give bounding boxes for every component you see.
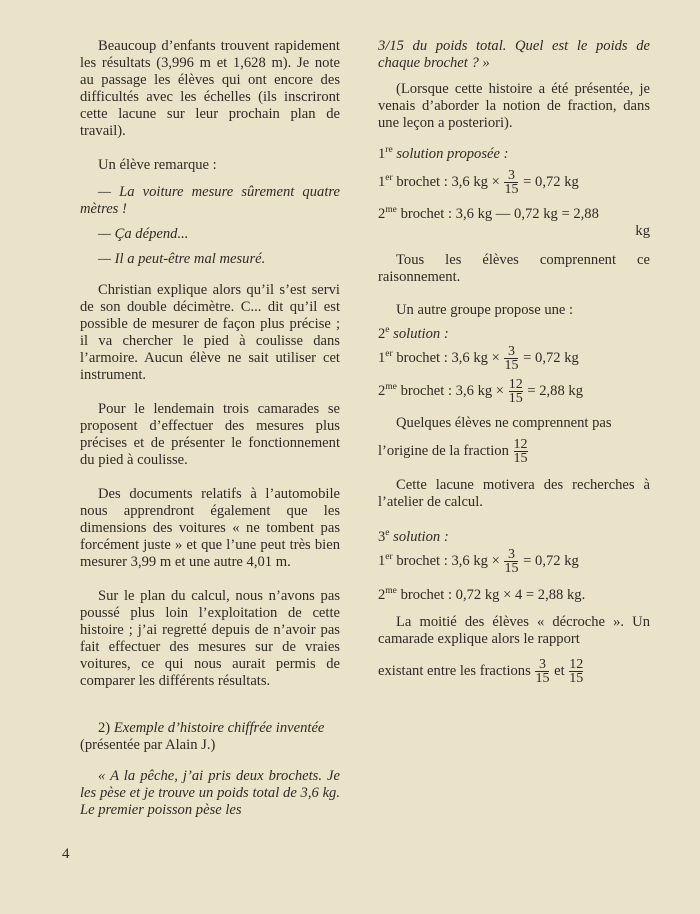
section-number: 2) (98, 720, 111, 736)
right-column (378, 38, 650, 685)
fraction: $\frac{3}{15}$ (504, 547, 519, 576)
paragraph-calculation: Sur le plan du calcul, nous n’avons pas poussé plus loin l’exploitation de cette histoire ; j’ai regretté depuis de n’avoir pas fait effectuer des mesures sur de vraies voitures, ce qui nous aurait permis de comparer les différents résultats. (80, 588, 340, 689)
paragraph-context: (Lorsque cette histoire a été présentée, je venais d’aborder la notion de fraction, dans une leçon a posteriori). (378, 81, 650, 131)
paragraph-lacune: Cette lacune motivera des recherches à l’atelier de calcul. (378, 477, 650, 510)
fraction: $\frac{12}{15}$ (508, 377, 523, 406)
paragraph-origin: l’origine de la fraction $\frac{12}{15}$ (378, 437, 528, 466)
paragraph-some-students: Quelques élèves ne comprennent pas (396, 415, 612, 431)
paragraph-documents: Des documents relatifs à l’automobile nous apprendront également que les dimensions des voitures « ne tombent pas forcément juste » et que l’une peut très bien mesurer 3,99 m et une autre 4,01 m. (80, 486, 340, 570)
solution-1-heading: 1re solution proposée : (378, 145, 509, 162)
paragraph-understand: Tous les élèves comprennent ce raisonnement. (378, 252, 650, 285)
quote-depends: — Ça dépend... (98, 226, 189, 242)
fraction: $\frac{3}{15}$ (504, 168, 519, 197)
story-start: « A la pêche, j’ai pris deux brochets. Je les pèse et je trouve un poids total de 3,6 kg. Le premier poisson pèse les (80, 768, 340, 818)
paragraph-fractions: existant entre les fractions $\frac{3}{15}$ et $\frac{12}{15}$ (378, 657, 584, 686)
solution-3-line-2: $2^{me}$ brochet : 0,72 kg × 4 = 2,88 kg. (378, 586, 586, 603)
fraction: $\frac{3}{15}$ (504, 344, 519, 373)
paragraph-other-group: Un autre groupe propose une : (396, 302, 574, 318)
solution-3-heading: 3e solution : (378, 528, 449, 545)
story-end: 3/15 du poids total. Quel est le poids de chaque brochet ? » (378, 38, 650, 71)
solution-2-line-2: $2^{me}$ brochet : 3,6 kg × $\frac{12}{15}$ = 2,88 kg (378, 377, 584, 406)
page-number: 4 (62, 846, 70, 862)
solution-2-heading: 2e solution : (378, 325, 449, 342)
quote-measured: — Il a peut-être mal mesuré. (98, 251, 266, 267)
quote-car: — La voiture mesure sûrement quatre mètres ! (80, 184, 340, 217)
section-heading (80, 720, 340, 737)
paragraph-half: La moitié des élèves « décroche ». Un camarade explique alors le rapport (378, 614, 650, 647)
fraction: $\frac{3}{15}$ (535, 657, 550, 686)
solution-2-line-1: 1er brochet : 3,6 kg × $\frac{3}{15}$ = 0,72 kg (378, 344, 579, 373)
fraction: $\frac{12}{15}$ (569, 657, 584, 686)
solution-1-line-1: 1er brochet : 3,6 kg × $\frac{3}{15}$ = 0,72 kg (378, 168, 579, 197)
paragraph-tomorrow: Pour le lendemain trois camarades se proposent d’effectuer des mesures plus précises et de présenter le fonctionnement du pied à coulisse. (80, 401, 340, 468)
section-subtitle: (présentée par Alain J.) (80, 737, 216, 753)
paragraph-remark: Un élève remarque : (98, 157, 217, 173)
solution-1-line-2: $2^{me}$ brochet : 3,6 kg — 0,72 kg = 2,88 kg (378, 205, 650, 239)
solution-3-line-1: 1er brochet : 3,6 kg × $\frac{3}{15}$ = 0,72 kg (378, 547, 579, 576)
paragraph-results: Beaucoup d’enfants trouvent rapidement les résultats (3,996 m et 1,628 m). Je note au passage les élèves qui ont encore des difficultés avec les échelles (ils inscriront cette lacune sur leur prochain plan de travail). (80, 38, 340, 139)
fraction: $\frac{12}{15}$ (513, 437, 528, 466)
paragraph-christian: Christian explique alors qu’il s’est servi de son double décimètre. C... dit qu’il est possible de mesurer de façon plus précise ; il va chercher le pied à coulisse dans l’armoire. Aucun élève ne sait utiliser cet instrument. (80, 282, 340, 383)
section-title: Exemple d’histoire chiffrée inventée (113, 720, 325, 736)
left-column (80, 38, 340, 819)
